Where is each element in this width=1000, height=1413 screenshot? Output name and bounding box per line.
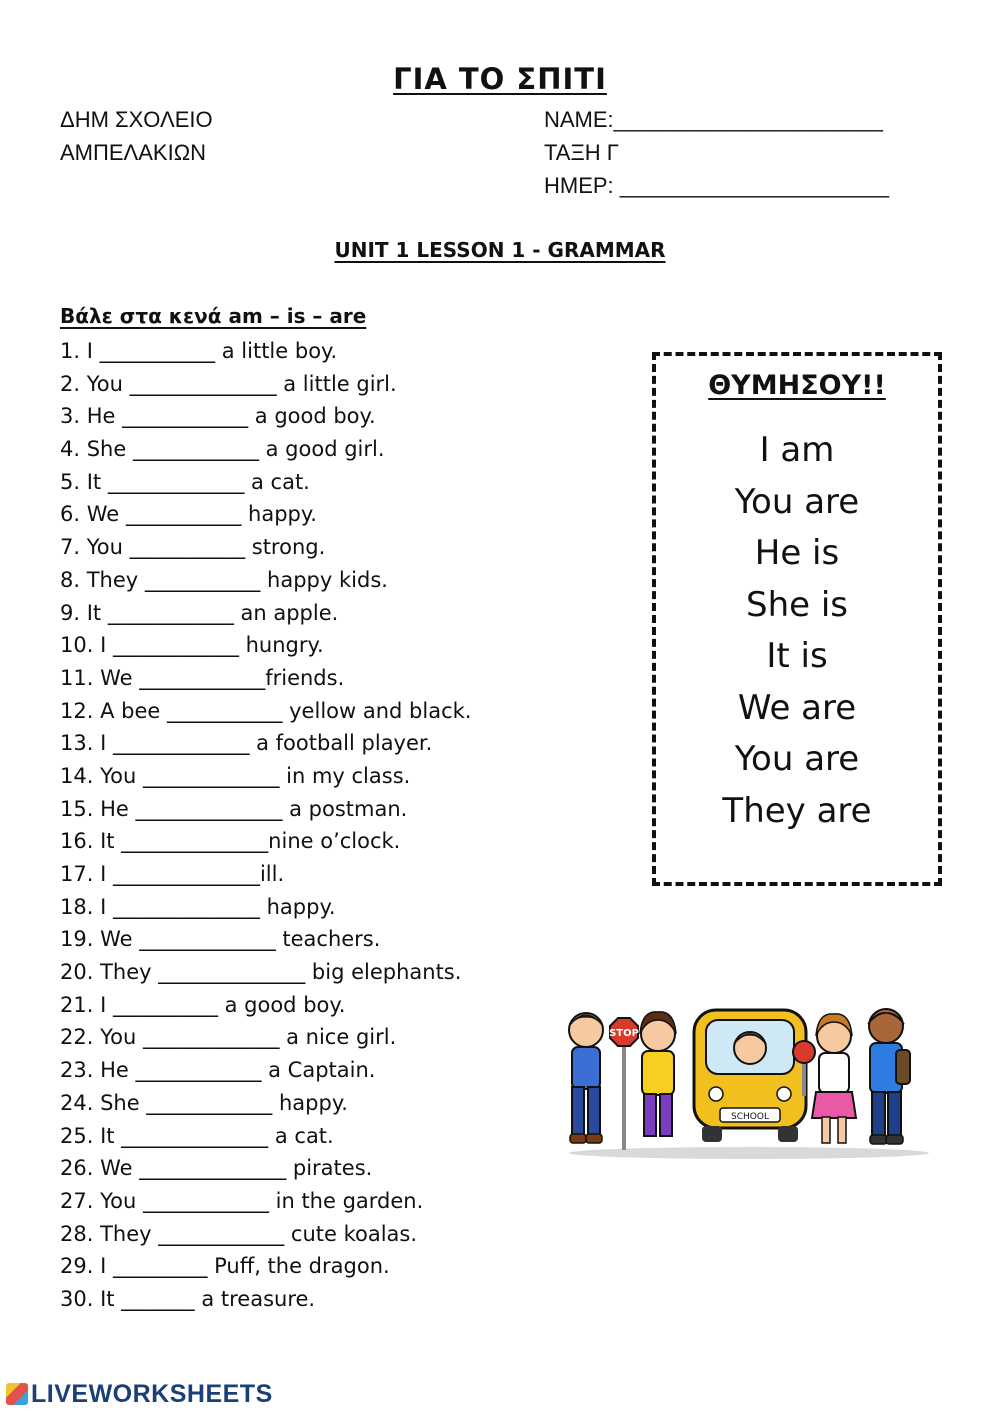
footer-brand-text: LIVEWORKSHEETS: [31, 1380, 273, 1408]
exercise-item-8[interactable]: 8. They ___________ happy kids.: [60, 567, 388, 592]
exercise-item-6[interactable]: 6. We ___________ happy.: [60, 502, 317, 527]
remember-item: You are: [734, 481, 860, 522]
stop-sign-icon: [609, 1018, 639, 1150]
remember-heading: ΘΥΜΗΣΟΥ!!: [708, 370, 886, 401]
kid-girl-icon: [640, 1012, 676, 1136]
exercise-item-9[interactable]: 9. It ____________ an apple.: [60, 600, 339, 625]
kid-boy-blue-icon: [868, 1009, 910, 1144]
exercise-item-29[interactable]: 29. I _________ Puff, the dragon.: [60, 1254, 390, 1279]
exercise-item-24[interactable]: 24. She ____________ happy.: [60, 1090, 348, 1115]
school-bus-icon: [694, 1010, 806, 1142]
remember-list: [656, 425, 938, 837]
stop-sign-label: STOP: [609, 1028, 639, 1039]
liveworksheets-logo[interactable]: [6, 1380, 273, 1409]
exercise-item-28[interactable]: 28. They ____________ cute koalas.: [60, 1221, 418, 1246]
exercise-item-15[interactable]: 15. He ______________ a postman.: [60, 796, 408, 821]
remember-item: It is: [766, 636, 828, 676]
class-label: ΤΑΞΗ Γ: [544, 140, 619, 165]
exercise-item-16[interactable]: 16. It ______________nine o’clock.: [60, 829, 401, 854]
exercise-item-7[interactable]: 7. You ___________ strong.: [60, 535, 326, 560]
remember-item: He is: [754, 533, 840, 573]
exercise-item-11[interactable]: 11. We ____________friends.: [60, 665, 345, 690]
exercise-item-2[interactable]: 2. You ______________ a little girl.: [60, 371, 397, 396]
remember-item: She is: [745, 584, 849, 625]
date-field[interactable]: ΗΜΕΡ: ______________________: [544, 173, 889, 198]
kids-school-bus-illustration: [556, 990, 942, 1160]
remember-box: [652, 352, 942, 886]
exercise-item-25[interactable]: 25. It ______________ a cat.: [60, 1123, 334, 1148]
remember-item: I am: [759, 430, 835, 470]
exercise-item-27[interactable]: 27. You ____________ in the garden.: [60, 1188, 424, 1213]
exercise-list: [60, 335, 580, 1316]
exercise-item-3[interactable]: 3. He ____________ a good boy.: [60, 404, 376, 429]
exercise-item-19[interactable]: 19. We _____________ teachers.: [60, 927, 381, 952]
exercise-item-10[interactable]: 10. I ____________ hungry.: [60, 633, 324, 658]
exercise-item-30[interactable]: 30. It _______ a treasure.: [60, 1286, 316, 1311]
exercise-item-13[interactable]: 13. I _____________ a football player.: [60, 731, 433, 756]
school-info: [60, 103, 213, 169]
exercise-item-4[interactable]: 4. She ____________ a good girl.: [60, 437, 385, 462]
exercise-item-14[interactable]: 14. You _____________ in my class.: [60, 763, 411, 788]
exercise-item-17[interactable]: 17. I ______________ill.: [60, 862, 285, 886]
liveworksheets-logo-icon: [6, 1383, 28, 1405]
exercise-item-22[interactable]: 22. You _____________ a nice girl.: [60, 1025, 397, 1050]
exercise-item-18[interactable]: 18. I ______________ happy.: [60, 894, 336, 919]
exercise-item-23[interactable]: 23. He ____________ a Captain.: [60, 1058, 376, 1083]
exercise-item-1[interactable]: 1. I ___________ a little boy.: [60, 339, 338, 363]
exercise-item-26[interactable]: 26. We ______________ pirates.: [60, 1156, 373, 1181]
remember-item: We are: [737, 687, 857, 728]
lesson-subtitle: UNIT 1 LESSON 1 - GRAMMAR: [334, 238, 666, 262]
kid-boy-icon: [569, 1013, 603, 1143]
remember-item: They are: [722, 790, 872, 831]
bus-sign-label: SCHOOL: [731, 1112, 769, 1122]
page-title: ΓΙΑ ΤΟ ΣΠΙΤΙ: [393, 62, 607, 96]
school-name-line1: ΔΗΜ ΣΧΟΛΕΙΟ: [60, 107, 213, 132]
exercise-item-12[interactable]: 12. A bee ___________ yellow and black.: [60, 698, 472, 723]
remember-item: You are: [734, 739, 860, 779]
school-name-line2: ΑΜΠΕΛΑΚΙΩΝ: [60, 140, 207, 165]
exercise-item-5[interactable]: 5. It _____________ a cat.: [60, 469, 310, 494]
name-field[interactable]: NAME:______________________: [544, 107, 883, 132]
exercise-item-20[interactable]: 20. They ______________ big elephants.: [60, 960, 462, 985]
exercise-instruction: Βάλε στα κενά am – is – are: [60, 304, 367, 328]
student-fields: [544, 103, 889, 202]
exercise-item-21[interactable]: 21. I __________ a good boy.: [60, 992, 346, 1017]
